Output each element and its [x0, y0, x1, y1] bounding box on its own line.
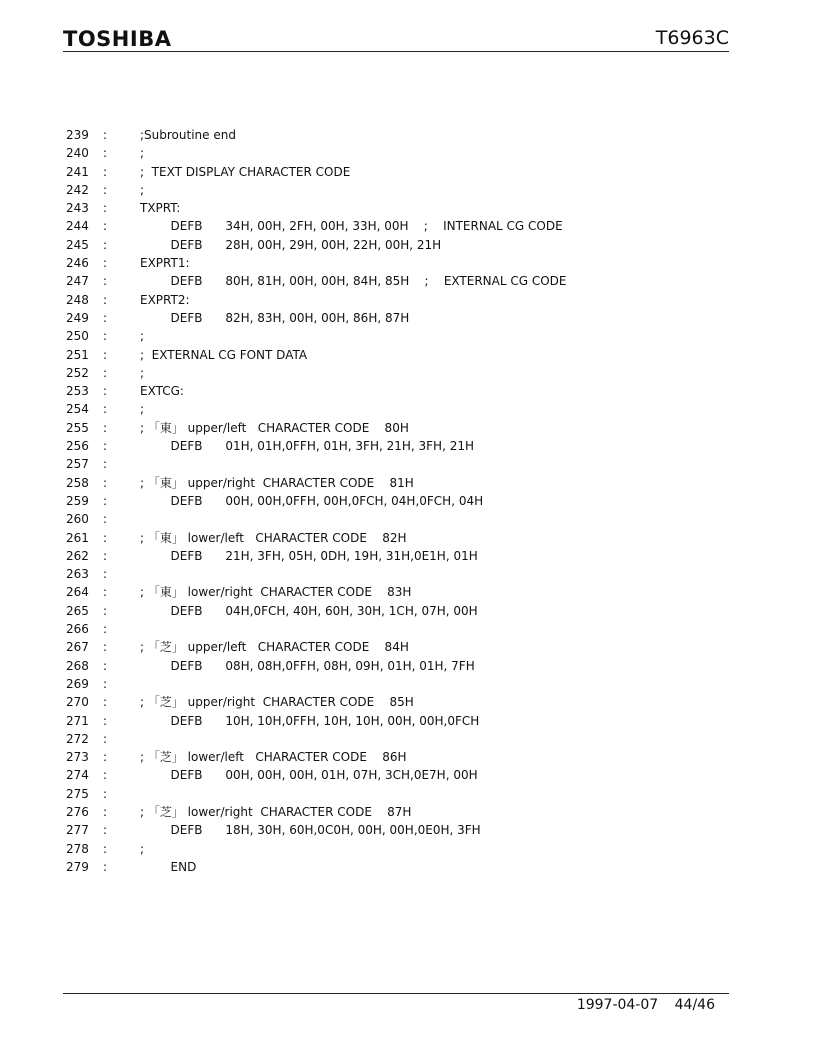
line-separator: : [103, 182, 108, 197]
line-text: DEFB 18H, 30H, 60H,0C0H, 00H, 00H,0E0H, 3FH [140, 823, 481, 838]
line-separator: : [103, 347, 108, 362]
line-text: ; [140, 402, 145, 417]
line-separator: : [103, 164, 108, 179]
line-text: TXPRT: [140, 201, 181, 216]
line-number: 255 [66, 420, 89, 435]
line-number: 245 [66, 237, 89, 252]
line-number: 276 [66, 804, 89, 819]
line-number: 240 [66, 146, 89, 161]
line-text: ; 「芝」 lower/right CHARACTER CODE 87H [140, 804, 412, 819]
line-separator: : [103, 640, 108, 655]
line-number: 248 [66, 292, 89, 307]
brand-logo: TOSHIBA [63, 27, 172, 51]
line-separator: : [103, 329, 108, 344]
line-number: 249 [66, 310, 89, 325]
line-number: 250 [66, 329, 89, 344]
line-number: 251 [66, 347, 89, 362]
line-number: 258 [66, 475, 89, 490]
line-separator: : [103, 713, 108, 728]
line-number: 242 [66, 182, 89, 197]
line-separator: : [103, 695, 108, 710]
line-number: 275 [66, 786, 89, 801]
line-separator: : [103, 786, 108, 801]
line-separator: : [103, 128, 108, 142]
line-number: 264 [66, 585, 89, 600]
line-number: 278 [66, 841, 89, 856]
line-text: ; 「東」 upper/left CHARACTER CODE 80H [140, 420, 409, 435]
line-separator: : [103, 274, 108, 289]
line-separator: : [103, 859, 108, 874]
line-number: 266 [66, 622, 89, 637]
line-number: 273 [66, 750, 89, 765]
line-text: DEFB 28H, 00H, 29H, 00H, 22H, 00H, 21H [140, 237, 442, 252]
line-text: ; [140, 841, 145, 856]
line-number: 239 [66, 128, 89, 142]
line-separator: : [103, 475, 108, 490]
line-number: 257 [66, 457, 89, 472]
line-number: 268 [66, 658, 89, 673]
line-text: EXPRT2: [140, 292, 190, 307]
line-separator: : [103, 676, 108, 691]
line-separator: : [103, 237, 108, 252]
line-text: DEFB 80H, 81H, 00H, 00H, 84H, 85H ; EXTERNAL CG CODE [140, 274, 567, 289]
line-separator: : [103, 402, 108, 417]
footer [577, 997, 715, 1013]
line-number: 271 [66, 713, 89, 728]
line-number: 270 [66, 695, 89, 710]
line-number: 269 [66, 676, 89, 691]
footer-rule [63, 993, 729, 994]
line-text: ; [140, 182, 145, 197]
footer-date: 1997-04-07 [576, 997, 659, 1013]
line-separator: : [103, 603, 108, 618]
line-number: 259 [66, 493, 89, 508]
line-number: 244 [66, 219, 89, 234]
line-text: END [140, 859, 197, 874]
line-number: 274 [66, 768, 89, 783]
header-rule [63, 51, 729, 52]
page-number: 44/46 [674, 997, 715, 1013]
line-text: DEFB 01H, 01H,0FFH, 01H, 3FH, 21H, 3FH, 21H [140, 439, 474, 454]
line-separator: : [103, 439, 108, 454]
line-text: ; EXTERNAL CG FONT DATA [140, 347, 308, 362]
line-text: DEFB 82H, 83H, 00H, 00H, 86H, 87H [140, 310, 410, 325]
model-number: T6963C [655, 27, 729, 49]
line-number: 262 [66, 548, 89, 563]
line-number: 246 [66, 256, 89, 271]
line-text: ; TEXT DISPLAY CHARACTER CODE [140, 164, 351, 179]
line-number: 265 [66, 603, 89, 618]
line-number: 260 [66, 512, 89, 527]
line-text: ; 「東」 lower/left CHARACTER CODE 82H [140, 530, 407, 545]
line-number: 252 [66, 365, 89, 380]
line-separator: : [103, 768, 108, 783]
line-separator: : [103, 567, 108, 582]
line-separator: : [103, 384, 108, 399]
line-text: DEFB 34H, 00H, 2FH, 00H, 33H, 00H ; INTERNAL CG CODE [140, 219, 563, 234]
line-number: 243 [66, 201, 89, 216]
line-text: DEFB 04H,0FCH, 40H, 60H, 30H, 1CH, 07H, 00H [140, 603, 478, 618]
line-separator: : [103, 420, 108, 435]
line-separator: : [103, 310, 108, 325]
line-separator: : [103, 457, 108, 472]
line-text: ;Subroutine end [140, 128, 236, 142]
line-text: DEFB 00H, 00H,0FFH, 00H,0FCH, 04H,0FCH, 04H [140, 493, 484, 508]
line-number: 263 [66, 567, 89, 582]
line-text: ; 「東」 lower/right CHARACTER CODE 83H [140, 585, 412, 600]
line-number: 279 [66, 859, 89, 874]
line-text: ; 「東」 upper/right CHARACTER CODE 81H [140, 475, 414, 490]
line-number: 247 [66, 274, 89, 289]
line-text: ; [140, 365, 145, 380]
line-text: EXPRT1: [140, 256, 190, 271]
line-separator: : [103, 530, 108, 545]
line-text: DEFB 21H, 3FH, 05H, 0DH, 19H, 31H,0E1H, 01H [140, 548, 478, 563]
line-text: DEFB 00H, 00H, 00H, 01H, 07H, 3CH,0E7H, 00H [140, 768, 478, 783]
line-separator: : [103, 219, 108, 234]
line-separator: : [103, 585, 108, 600]
line-text: EXTCG: [140, 384, 184, 399]
line-separator: : [103, 493, 108, 508]
line-number: 261 [66, 530, 89, 545]
line-number: 256 [66, 439, 89, 454]
line-separator: : [103, 292, 108, 307]
line-separator: : [103, 256, 108, 271]
line-number: 272 [66, 731, 89, 746]
line-text: ; [140, 146, 145, 161]
line-number: 254 [66, 402, 89, 417]
line-text: ; [140, 329, 145, 344]
line-separator: : [103, 622, 108, 637]
line-separator: : [103, 201, 108, 216]
line-text: DEFB 08H, 08H,0FFH, 08H, 09H, 01H, 01H, 7FH [140, 658, 475, 673]
line-number: 253 [66, 384, 89, 399]
line-text: ; 「芝」 upper/right CHARACTER CODE 85H [140, 695, 414, 710]
line-separator: : [103, 365, 108, 380]
line-text: ; 「芝」 upper/left CHARACTER CODE 84H [140, 640, 409, 655]
line-separator: : [103, 512, 108, 527]
line-text: ; 「芝」 lower/left CHARACTER CODE 86H [140, 750, 407, 765]
line-separator: : [103, 750, 108, 765]
line-number: 267 [66, 640, 89, 655]
line-separator: : [103, 658, 108, 673]
line-number: 277 [66, 823, 89, 838]
line-separator: : [103, 841, 108, 856]
line-separator: : [103, 548, 108, 563]
line-text: DEFB 10H, 10H,0FFH, 10H, 10H, 00H, 00H,0FCH [140, 713, 480, 728]
line-number: 241 [66, 164, 89, 179]
line-separator: : [103, 731, 108, 746]
line-separator: : [103, 823, 108, 838]
line-separator: : [103, 804, 108, 819]
line-separator: : [103, 146, 108, 161]
